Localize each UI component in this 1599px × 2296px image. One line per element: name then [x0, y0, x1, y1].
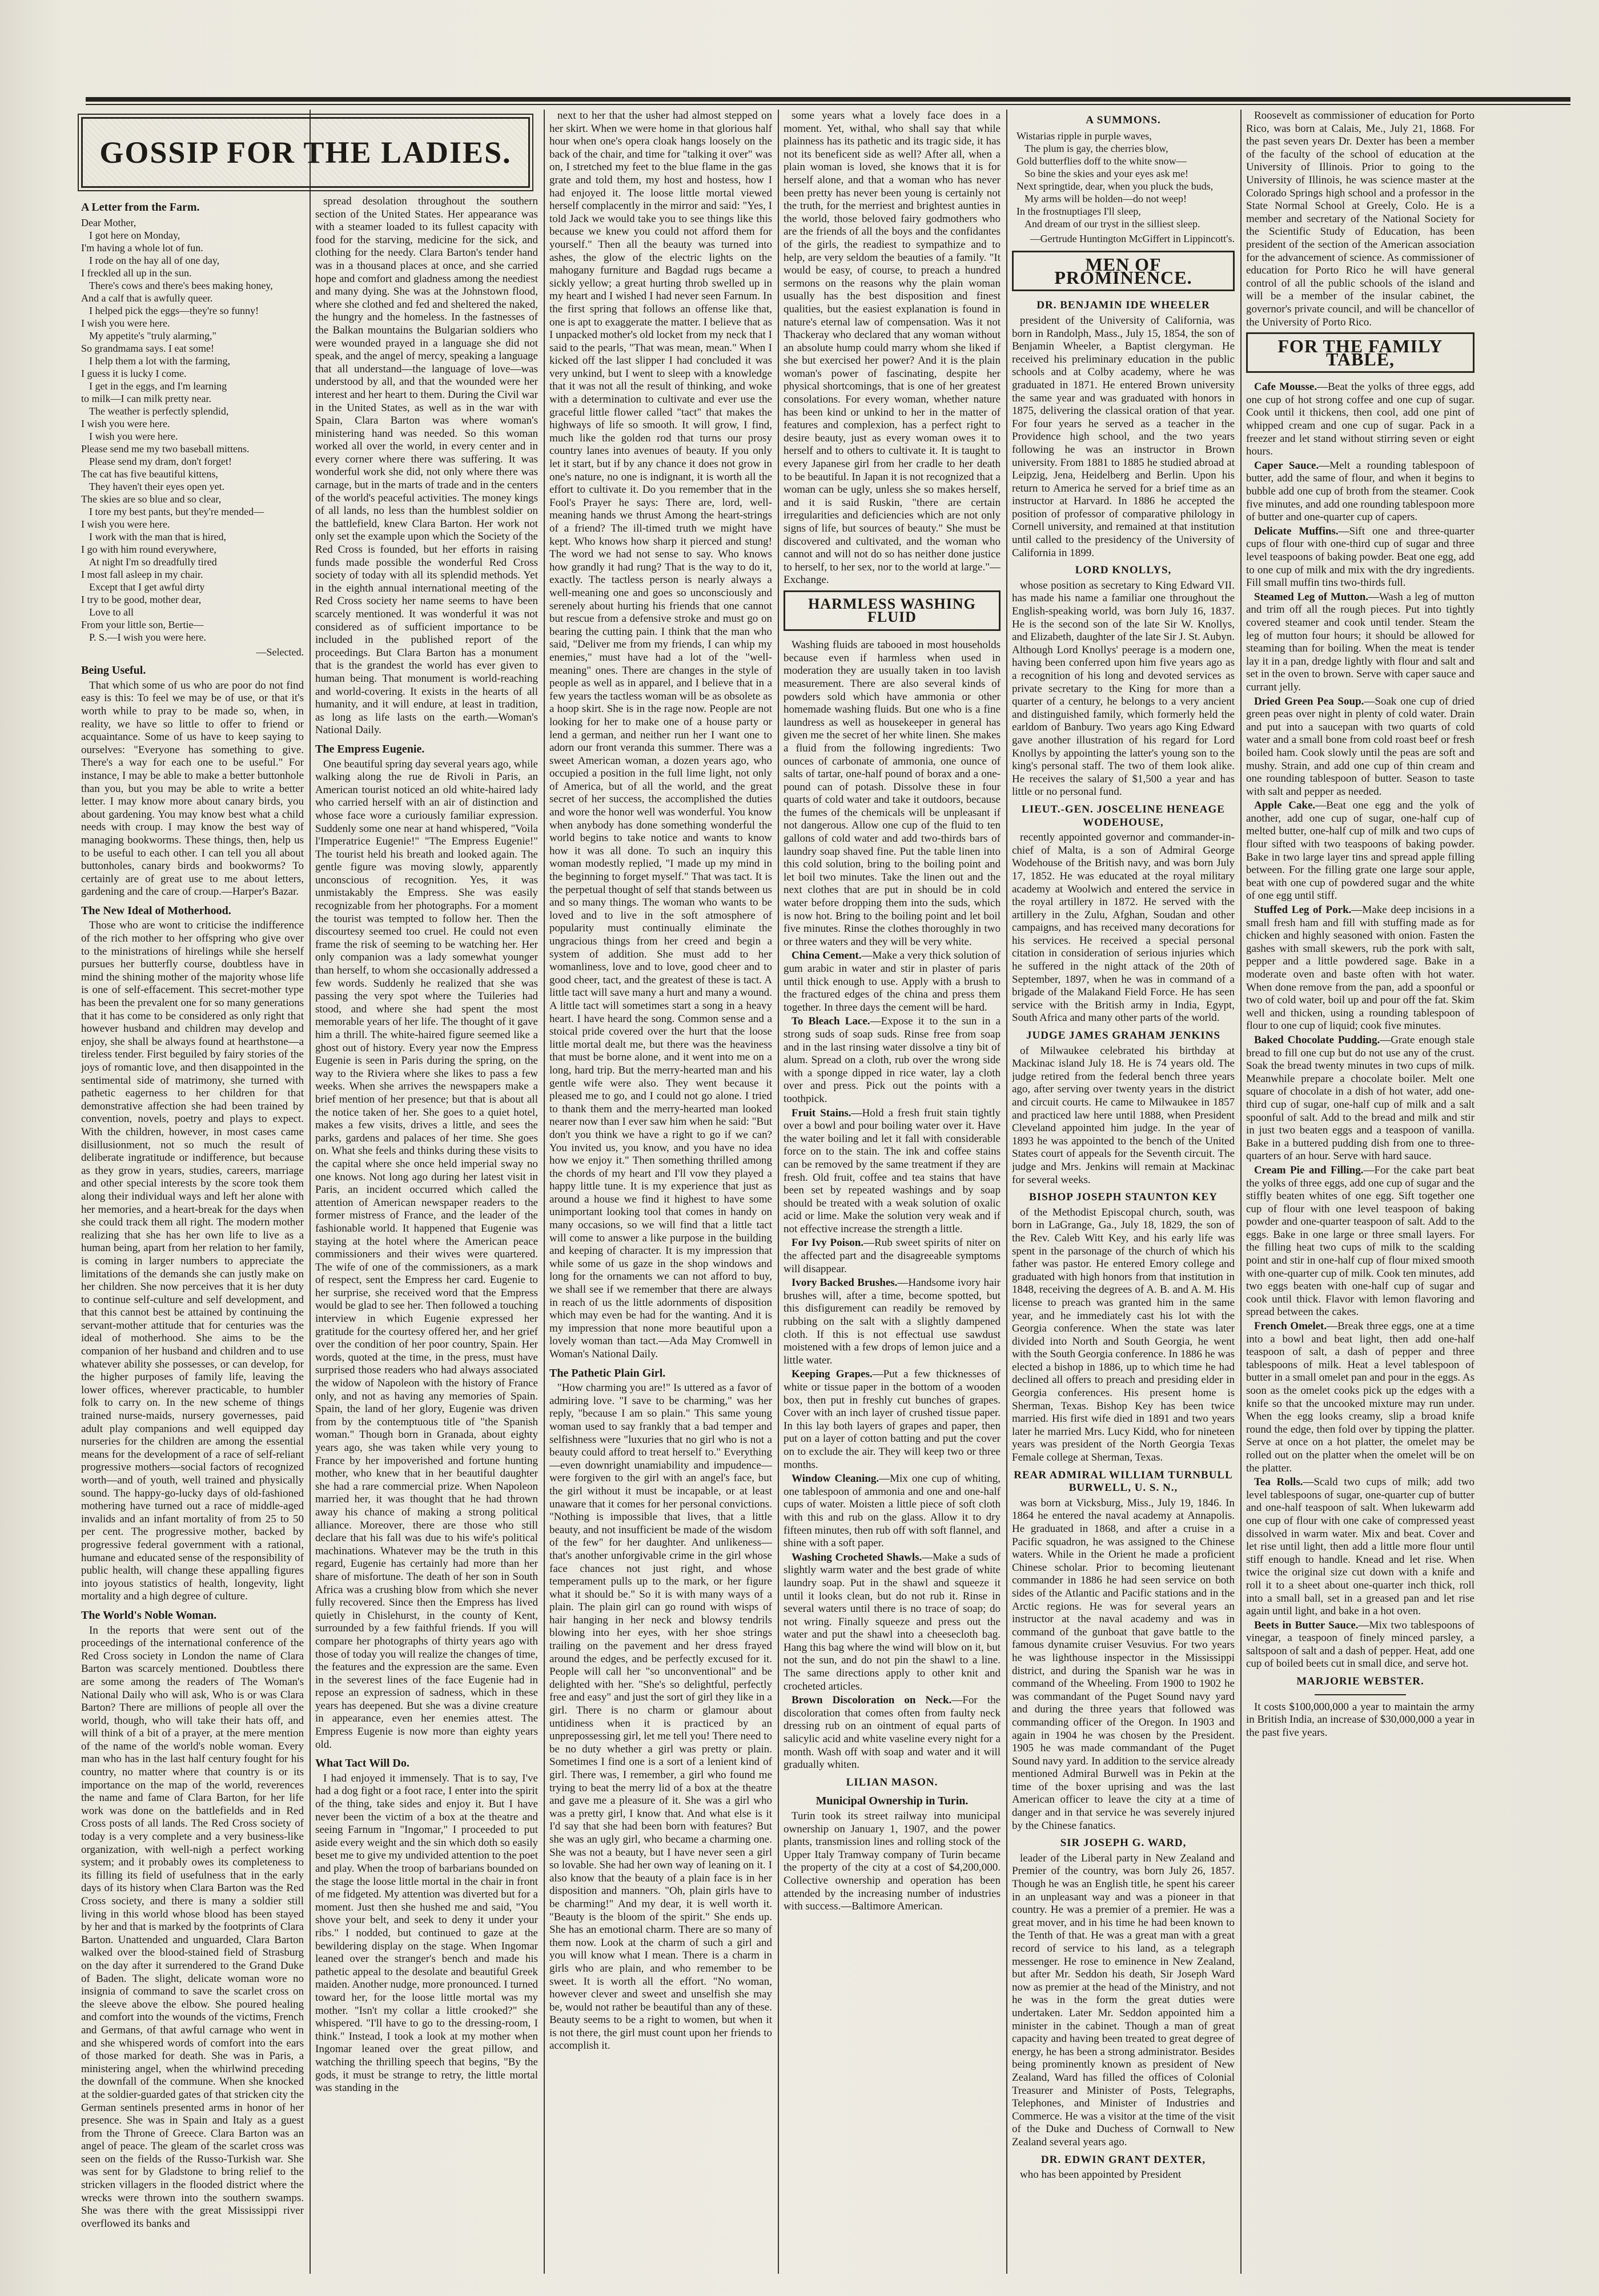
article-body: president of the University of California, was born in Randolph, Mass., July 15, 1854, the son of Benjamin Wheeler, a Baptist clergyman. He received his preliminary education in the public schools and at Colby academy, where he was graduated in 1871. He entered Brown university the same year and was graduated with honors in 1875, delivering the classical oration of that year. For four years he served as a teacher in the Providence high school, and the two years following he was an instructor in Brown university. From 1881 to 1885 he studied abroad at Leipzig, Jena, Heidelberg and Berlin. Upon his return to America he served for a brief time as an instructor at Harvard. In 1886 he accepted the position of professor of comparative philology in Cornell university, and remained at that institution until called to the presidency of the University of California in 1899. [1012, 314, 1235, 559]
poem-line: I most fall asleep in my chair. [81, 568, 203, 580]
item-title: Washing Crocheted Shawls. [792, 1551, 922, 1563]
item-title: Ivory Backed Brushes. [792, 1277, 898, 1289]
article-body: leader of the Liberal party in New Zealand and Premier of the country, was born July 26, 1857. Though he was an English title, he spent his career in an unpleasant way and was a pioneer in that country. He was a premier of a premier. He was a great mover, and in his time he had been known to the Tenth of that. He was a great man with a great record of service to his land, as a telegraph messenger. He rose to eminence in New Zealand, but after Mr. Seddon his death, Sir Joseph Ward now as premier at the head of the Ministry, and not he was in the form the great duties were undertaken. Later Mr. Seddon appointed him a minister in the cabinet. Though a man of great capacity and having been treated to great degree of energy, he has been a strong administrator. Besides being prominently known as president of New Zealand, Ward has filled the offices of Colonial Treasurer and Minister of Posts, Telegraphs, Telephones, and Minister of Industries and Commerce. He was a visitor at the time of the visit of the Duke and Duchess of Cornwall to New Zealand several years ago. [1012, 1852, 1235, 2148]
section-heading-box: FOR THE FAMILY TABLE, [1246, 332, 1475, 373]
poem-line: I help them a lot with the farming, [89, 355, 230, 367]
recipe-body: Sift one and three-quarter cups of flour with one-third cup of sugar and three level teaspoons of baking powder. Beat one egg, add to one cup of milk and mix with the dry ingredients. Fill small muffin tins two-thirds full. [1246, 525, 1475, 589]
item-title: Keeping Grapes. [792, 1368, 873, 1381]
article-body: some years what a lovely face does in a moment. Yet, withal, who shall say that while plainness has its pathetic and its tragic side, it has not its beneficent side as well? After all, when a plain woman is loved, she knows that it is for herself alone, and that a woman who has never been pretty has never been young is certainly not the truth, for the merriest and brightest aunties in the world, those beloved fairy godmothers who are the friends of all the boys and the confidantes of the girls, the readiest to sympathize and to help, are very seldom the beauties of a family. "It would be easy, of course, to preach a hundred sermons on the reasons why the plain woman usually has the best disposition and finest qualities, but the easiest explanation is found in nature's eternal law of compensation. Was it not Thackeray who declared that any woman without an absolute hump could marry whom she liked if she but exercised her power? And it is the plain woman's power of fascinating, despite her physical shortcomings, that is one of her greatest consolations. For every woman, whether nature has been kind or unkind to her in the matter of features and complexion, has a perfect right to desire beauty, just as every woman owes it to herself and to others to cultivate it. It is taught to every Japanese girl from her cradle to her death to be beautiful. In Japan it is not recognized that a woman can be ugly, unless she so makes herself, and it is said Ruskin, "there are certain irregularities and deficiencies which are not only signs of life, but sources of beauty." She must be discovered and cultivated, and the woman who cannot and will not do so has neither done justice to herself, to her sex, nor to the world at large."—Exchange. [784, 110, 1001, 586]
poem-line: And dream of our tryst in the silliest sleep. [1025, 218, 1200, 230]
article-body: To Bleach Lace.—Expose it to the sun in a strong suds of soap suds. Rinse free from soap and in the last rinsing water dissolve a tiny bit of alum. Spread on a cloth, rub over the wrong side with a sponge dipped in rice water, lay a cloth over and press. Pick out the points with a toothpick. [784, 1015, 1001, 1105]
column-4 [784, 110, 1001, 2274]
recipe-body: Beat the yolks of three eggs, add one cup of hot strong coffee and one cup of sugar. Cook until it thickens, then cool, add one pint of whipped cream and one cup of sugar. Pack in a freezer and let stand without stirring seven or eight hours. [1246, 381, 1475, 458]
person-name: LIEUT.-GEN. JOSCELINE HENEAGE WODEHOUSE, [1022, 803, 1225, 829]
recipe-title: Cafe Mousse. [1254, 381, 1317, 393]
column-6 [1246, 110, 1475, 2274]
author-signature: MARJORIE WEBSTER. [1296, 1675, 1424, 1688]
person-name: JUDGE JAMES GRAHAM JENKINS [1026, 1030, 1221, 1042]
poem-line: Gold butterflies doff to the white snow— [1017, 155, 1187, 167]
poem-line: Next springtide, dear, when you pluck the buds, [1017, 180, 1214, 192]
article-title: What Tact Will Do. [315, 1757, 409, 1770]
section-heading-box: HARMLESS WASHING FLUID [784, 590, 1001, 631]
poem-line: I wish you were here. [81, 518, 170, 530]
recipe-title: Stuffed Leg of Pork. [1254, 904, 1352, 916]
article-body: Window Cleaning.—Mix one cup of whiting, one tablespoon of ammonia and one and one-half cups of water. Moisten a little piece of soft cloth with this and rub on the glass. Allow it to dry fifteen minutes, then rub off with soft flannel, and shine with a soft paper. [784, 1473, 1001, 1550]
recipe-title: Delicate Muffins. [1254, 525, 1339, 537]
item-title: Fruit Stains. [792, 1107, 851, 1119]
column-3 [549, 110, 772, 2274]
article-title: The World's Noble Woman. [81, 1609, 217, 1622]
recipe-body: Mix two tablespoons of vinegar, a teaspoon of finely minced parsley, a saltspoon of salt and a dash of pepper. Heat, add one cup of boiled beets cut in small dice, and serve hot. [1246, 1619, 1475, 1670]
masthead-title: GOSSIP FOR THE LADIES. [99, 135, 512, 170]
poem-line: They haven't their eyes open yet. [89, 480, 225, 492]
poem-line: I wish you were here. [81, 417, 170, 429]
article-title: The New Ideal of Motherhood. [81, 904, 231, 917]
poem-title: A SUMMONS. [1086, 114, 1161, 126]
recipe-body: Soak one cup of dried green peas over night in plenty of cold water. Drain and put into a saucepan with two quarts of cold water and a small bone from cold roast beef or fresh boiled ham. Cook slowly until the peas are soft and mushy. Strain, and add one cup of thin cream and one rounding tablespoon of butter. Season to taste with salt and pepper as needed. [1246, 695, 1475, 798]
recipe-title: Apple Cake. [1254, 799, 1316, 812]
poem-line: P. S.—I wish you were here. [89, 631, 206, 643]
poem-line: And a calf that is awfully queer. [81, 292, 213, 304]
article-body: One beautiful spring day several years ago, while walking along the rue de Rivoli in Paris, an American tourist noticed an old white-haired lady who carried herself with an air of distinction and whose face wore a curiously familiar expression. Suddenly some one near at hand whispered, "Voila l'Imperatrice Eugenie!" "The Empress Eugenie!" The tourist held his breath and looked again. The gentle figure was moving slowly, apparently unconscious of recognition. Yes, it was unmistakably the Empress. She was easily recognizable from her photographs. For a moment the tourist was tempted to follow her. Then the discourtesy seemed too cruel. He could not even frame the risk of seeming to be watching her. Her only companion was a lady somewhat younger than herself, to whom she occasionally addressed a few words. Suddenly he realized that she was passing the very spot where the Tuileries had stood, and where she had spent the most memorable years of her life. The thought of it gave him a thrill. The white-haired figure seemed like a ghost out of history. Every year now the Empress Eugenie is seen in Paris during the spring, on the way to the Riviera where she likes to pass a few weeks. When she arrives the newspapers make a brief mention of her presence; but that is about all the notice taken of her. She goes to a quiet hotel, makes a few visits, drives a little, and sees the parks, gardens and palaces of her time. She goes on. What she feels and thinks during these visits to the capital where she once held imperial sway no one knows. Not long ago during her latest visit in Paris, an incident occurred which called the attention of American newspaper readers to the former mistress of France, and the leader of the fashionable world. It happened that Eugenie was staying at the hotel where the American peace commissioners and their wives were quartered. The wife of one of the commissioners, as a mark of respect, sent the Empress her card. Eugenie to her surprise, she received word that the Empress would be glad to see her. Then followed a touching interview in which Eugenie expressed her gratitude for the courtesy offered her, and her grief over the condition of her poor country, Spain. Her words, quoted at the time, in the press, must have surprised those readers who had always associated the widow of Napoleon with the history of France only, and not as having any memories of Spain. Spain, the land of her glory, Eugenie was driven from by the contemptuous title of "the Spanish woman." Though born in Granada, about eighty years ago, she was taken while very young to France by her impoverished and fortune hunting mother, who knew that in her beautiful daughter she had a rare commercial prize. When Napoleon married her, it was thought that he had thrown away his chance of making a strong political alliance. Moreover, there are those who still declare that his fall was due to his wife's political machinations. Whatever may be the truth in this regard, Eugenie has certainly had more than her share of misfortune. The death of her son in South Africa was a crushing blow from which she never fully recovered. Since then the Empress has lived quietly in Chislehurst, in the county of Kent, surrounded by a few faithful friends. If you will compare her photographs of thirty years ago with those of today you will realize the changes of time, the features and the expression are the same. Even in the severest lines of the face Eugenie had in repose an expression of sadness, which in these years has deepened. But she was a divine creature in appearance, even her enemies attest. The Empress Eugenie is now more than eighty years old. [315, 758, 538, 1751]
item-body: Rub sweet spirits of niter on the affected part and the disagreeable symptoms will disappear. [784, 1237, 1001, 1275]
poem-line: I guess it is lucky I come. [81, 367, 187, 379]
recipe-body: Melt a rounding tablespoon of butter, add the same of flour, and when it begins to bubble add one cup of broth from the steamer. Cook five minutes, and add one rounding tablespoon more of butter and one-quarter cup of capers. [1246, 459, 1475, 524]
person-name: DR. BENJAMIN IDE WHEELER [1036, 299, 1210, 312]
item-body: Hold a fresh fruit stain tightly over a bowl and pour boiling water over it. Have the water boiling and let it fall with considerable force on to the stain. The ink and coffee stains can be removed by the same treatment if they are fresh. Old fruit, coffee and tea stains that have been set by repeated washings and by soap should be treated with a weak solution of oxalic acid or lime. Make the solution very weak and if not effective increase the strength a little. [784, 1107, 1001, 1235]
poem-signature: —Selected. [256, 646, 304, 658]
item-body: Put a few thicknesses of white or tissue paper in the bottom of a wooden box, then put in freshly cut bunches of grapes. Cover with an inch layer of crushed tissue paper. In this lay both layers of grapes and paper, then put on a layer of cotton batting and put the cover on to exclude the air. They will keep two or three months. [784, 1368, 1001, 1471]
recipe-body: Beat one egg and the yolk of another, add one cup of sugar, one-half cup of melted butter, one-half cup of milk and two cups of flour sifted with two teaspoons of baking powder. Bake in two large layer tins and spread apple filling between. For the filling grate one large sour apple, beat with one cup of powdered sugar and the white of one egg until stiff. [1246, 799, 1475, 902]
column-divider [1006, 110, 1007, 2274]
poem-line: There's cows and there's bees making honey, [89, 279, 273, 291]
poem-line: I get in the eggs, and I'm learning [89, 380, 227, 392]
article-body: spread desolation throughout the southern section of the United States. Her appearance was with a steamer loaded to its fullest capacity with food for the starving, medicine for the sick, and clothing for the needy. Clara Barton's tender hand was in a thousand places at once, and she carried hope and comfort and gladness among the neediest and many dying. She was at the Johnstown flood, where she clothed and fed and sheltered the naked, the hungry and the homeless. In the fastnesses of the Balkan mountains the Bulgarian soldiers who were wounded prayed in a language she did not speak, and the angel of mercy, speaking a language that all understand—the language of love—was understood by all, and that the wounded were her interest and her heart to them. During the Civil war in the United States, as well as in the war with Spain, Clara Barton was where woman's ministering hand was needed. So this woman worked all over the world, in every center and in every corner where there was suffering. It was wonderful work she did, not only where there was carnage, but in the marts of trade and in the centers of the world's peaceful activities. The money kings of all lands, no less than the humblest soldier on the battlefield, knew Clara Barton. Her work not only set the example upon which the Society of the Red Cross is founded, but her efforts in raising funds made possible the wonderful Red Cross society of today with all its splendid methods. Yet in the eighth annual international meeting of the Red Cross society her name seems to have been scarcely mentioned. It was wonderful it was not considered as of sufficient importance to be included in the published report of the proceedings. But Clara Barton has a monument that is the grandest the world has ever given to human being. That monument is world-reaching and world-covering. It exists in the hearts of all humanity, and it will endure, at least in tradition, as long as life lasts on the earth.—Woman's National Daily. [315, 195, 538, 737]
poem-line: I go with him round everywhere, [81, 543, 216, 555]
article-body: That which some of us who are poor do not find easy is this: To feel we may be of use, or that it's worth while to pray to be made so, when, in reality, we have so little to offer to friend or acquaintance. Some of us have to keep saying to ourselves: "Everyone has something to give. There's a way for each one to be useful." For instance, I may be able to make a better buttonhole than you, but you may be able to write a better letter. I may know more about canary birds, you about gardening. You may know best what a child needs with croup. I may know the best way of managing bookworms. These things, then, help us to be useful to each other. I can tell you all about buttonholes, canary birds and bookworms? To certainly are of great use to me about letters, gardening and the care of croup.—Harper's Bazar. [81, 679, 304, 898]
article-title: Being Useful. [81, 664, 146, 677]
item-title: Window Cleaning. [792, 1473, 879, 1485]
article-body: Fruit Stains.—Hold a fresh fruit stain tightly over a bowl and pour boiling water over it. Have the water boiling and let it fall with considerable force on to the stain. The ink and coffee stains can be removed by the same treatment if they are fresh. Old fruit, coffee and tea stains that have been set by repeated washings and by soap should be treated with a weak solution of oxalic acid or lime. Make the solution very weak and if not effective increase the strength a little. [784, 1107, 1001, 1235]
recipe-title: Baked Chocolate Pudding. [1254, 1034, 1380, 1046]
poem-line: My appetite's "truly alarming," [89, 329, 216, 341]
item-body: Expose it to the sun in a strong suds of soap suds. Rinse free from soap and in the last rinsing water dissolve a tiny bit of alum. Spread on a cloth, rub over the wrong side with a sponge dipped in rice water, lay a cloth over and press. Pick out the points with a toothpick. [784, 1015, 1001, 1105]
recipe: Tea Rolls.—Scald two cups of milk; add two level tablespoons of sugar, one-quarter cup of butter and one-half teaspoon of salt. When lukewarm add one cup of flour with one cake of compressed yeast dissolved in warm water. Mix and beat. Cover and let rise until light, then add a little more flour until stiff enough to handle. Knead and let rise. When twice the original size cut down with a knife and roll it to a sheet about one-quarter inch thick, roll into a small ball, set in a greased pan and let rise again until light, and bake in a hot oven. [1246, 1476, 1475, 1618]
poem-line: So bine the skies and your eyes ask me! [1025, 167, 1188, 179]
poem-line: I wish you were here. [89, 430, 178, 442]
poem-line: The weather is perfectly splendid, [89, 405, 229, 417]
poem-line: I rode on the hay all of one day, [89, 254, 220, 266]
recipe: Cream Pie and Filling.—For the cake part beat the yolks of three eggs, add one cup of sugar and the stiffly beaten whites of one egg. Sift together one cup of flour with one level teaspoon of baking powder and one-quarter teaspoon of salt. Add to the eggs. Bake in one large or three small layers. For the filling heat two cups of milk to the scalding point and stir in one-half cup of flour mixed smooth with one-quarter cup of milk. Cook ten minutes, add two eggs beaten with one-half cup of sugar and cook until thick. Flavor with lemon flavoring and spread between the cakes. [1246, 1164, 1475, 1318]
poem-line: Wistarias ripple in purple waves, [1017, 130, 1152, 142]
item-title: China Cement. [792, 950, 862, 962]
column-5 [1012, 110, 1235, 2274]
article-body: For Ivy Poison.—Rub sweet spirits of niter on the affected part and the disagreeable symptoms will disappear. [784, 1237, 1001, 1275]
item-body: Handsome ivory hair brushes will, after a time, become spotted, but this disfigurement can readily be removed by rubbing on the salt with a slightly dampened cloth. If this is not effectual use sawdust moistened with a few drops of lemon juice and a little water. [784, 1277, 1001, 1366]
item-body: Mix one cup of whiting, one tablespoon of ammonia and one and one-half cups of water. Moisten a little piece of soft cloth with this and rub on the glass. Allow it to dry fifteen minutes, then rub off with soft flannel, and shine with a soft paper. [784, 1473, 1001, 1550]
recipe: Delicate Muffins.—Sift one and three-quarter cups of flour with one-third cup of sugar and three level teaspoons of baking powder. Beat one egg, add to one cup of milk and mix with the dry ingredients. Fill small muffin tins two-thirds full. [1246, 525, 1475, 589]
poem-line: I freckled all up in the sun. [81, 267, 192, 279]
poem-line: I wish you were here. [81, 317, 170, 329]
article-body: who has been appointed by President [1020, 2169, 1182, 2181]
article-body: Ivory Backed Brushes.—Handsome ivory hair brushes will, after a time, become spotted, but this disfigurement can readily be removed by rubbing on the salt with a slightly dampened cloth. If this is not effectual use sawdust moistened with a few drops of lemon juice and a little water. [784, 1277, 1001, 1366]
article-body: Those who are wont to criticise the indifference of the rich mother to her offspring who give over to the ministrations of hirelings while she herself pursues her butterfly course, doubtless have in mind the shining mother of the majority whose life is one of self-effacement. This secret-mother type has been the prevalent one for so many generations that it has come to be considered as only right that however husband and children may develop and enjoy, she shall be always found at hearthstone—a tireless tender. First beguiled by fairy stories of the joys of romantic love, and then disappointed in the sentimental side of matrimony, she turned with pathetic eagerness to her children for that demonstrative affection she had been trained by convention, novels, poetry and plays to expect. With the children, however, in most cases came disillusionment, not so much the result of deliberate ingratitude or indifference, but because as they grow in years, studies, careers, marriage and other special interests by the score took them along their individual ways and left her alone with her memories, and a heart-break for the days when she could track them all right. The modern mother realizing that she has her own life to live as a human being, apart from her relation to her family, is coming in larger numbers to appreciate the limitations of the demands she can justly make on her children. She now perceives that it is her duty to continue self-culture and self development, and that this cannot best be attained by continuing the servant-mother attitude that for centuries was the ideal of motherhood. She aims to be the companion of her husband and children and to use whatever ability she possesses, or can develop, for the higher purposes of family life, leaving the lower offices, wherever practicable, to humbler folk to carry on. In the new scheme of things trained nurse-maids, nursery governesses, paid adult play companions and well equipped day nurseries for the children are among the essential means for the development of a race of self-reliant progressive mothers—social factors of recognized worth—and of youth, well trained and physically sound. The happy-go-lucky days of old-fashioned mothering have turned out a race of middle-aged invalids and an infant mortality of from 25 to 50 per cent. The progressive mother, backed by progressive federal government with a rational, humane and educated sense of the responsibility of public health, will change these appalling figures into joyous statistics of health, longevity, light mortality and a high degree of culture. [81, 919, 304, 1603]
article-body: was born at Vicksburg, Miss., July 19, 1846. In 1864 he entered the naval academy at Annapolis. He graduated in 1868, and after a cruise in a Pacific squadron, he was assigned to the Chinese waters. While in the Orient he made a proficient Chinese scholar. Prior to becoming lieutenant commander in 1886 he had seen service on both sides of the Atlantic and Pacific stations and in the Arctic regions. He was for several years an instructor at the naval academy and was in command of the gunboat that gave battle to the famous dynamite cruiser Vesuvius. For two years he was lighthouse inspector in the Mississippi district, and during the Spanish war he was in command of the Wheeling. From 1900 to 1902 he was commandant of the Puget Sound navy yard and during the three years that followed was commanding officer of the Oregon. In 1903 and again in 1904 he was chosen by the President. 1905 he was made commandant of the Puget Sound navy yard. In addition to the service already mentioned Admiral Burwell was in Pekin at the time of the boxer uprising and was the last American officer to leave the city at a time of danger and in that service he was severely injured by the Chinese fanatics. [1012, 1497, 1235, 1832]
recipe: French Omelet.—Break three eggs, one at a time into a bowl and beat light, then add one-half teaspoon of salt, a dash of pepper and three tablespoons of milk. Heat a level tablespoon of butter in a small omelet pan and pour in the eggs. As soon as the omelet cooks pick up the edges with a knife so that the uncooked mixture may run under. When the egg looks creamy, slip a broad knife round the edge, then fold over by tipping the platter. Serve at once on a hot platter, the omelet may be rolled out on the platter when the omelet will be on the platter. [1246, 1320, 1475, 1474]
article-title: The Pathetic Plain Girl. [549, 1366, 666, 1380]
poem-line: I got here on Monday, [89, 229, 180, 241]
poem-line: I helped pick the eggs—they're so funny! [89, 304, 259, 316]
poem-signature: —Gertrude Huntington McGiffert in Lippincott's. [1030, 232, 1235, 244]
poem-line: I work with the man that is hired, [89, 530, 226, 542]
poem-line: Dear Mother, [81, 216, 136, 228]
recipe-body: Make deep incisions in a small fresh ham and fill with stuffing made as for chicken and highly seasoned with onion. Fasten the gashes with small skewers, rub the pork with salt, pepper and a little powdered sage. Bake in a moderate oven and baste often with hot water. When done remove from the pan, add a spoonful or two of cold water, boil up and pour off the fat. Skim well and thicken, using a rounding tablespoon of flour to one cup of liquid; cook five minutes. [1246, 904, 1475, 1032]
poem-line: I tore my best pants, but they're mended— [89, 505, 264, 517]
article-body: "How charming you are!" Is uttered as a favor of admiring love. "I save to be charming," was her reply, "because I am so plain." This same young woman used to say frankly that a bad temper and selfishness were "luxuries that no girl who is not a beauty could afford to treat herself to." Everything—even downright unamiability and impudence—were forgiven to the girl with an angel's face, but the girl without it must be incapable, or at least unaware that it comes for her personal convictions. "Nothing is impossible that lives, that a little beauty, and not insufficient be made of the wisdom of the few" for her daughter. And unlikeness—that's another unforgivable crime in the girl whose face chances not just right, and whose temperament pulls up to the mark, or her figure what it should be." So it is with many ways of a plain. The plain girl can go round with wisps of hair hanging in her neck and blowsy tendrils blowing into her eyes, with her shoe strings trailing on the pavement and her dress frayed around the edges, and be perfectly excused for it. People will call her "so unconventional" and be delighted with her. "She's so delightful, perfectly free and easy" and just the sort of girl they like in a girl. There is no charm or glamour about untidiness when it is practiced by an unprepossessing girl, let me tell you! There need to be no duty whether a girl was pretty or plain. Sometimes I find one is a sort of a lenient kind of girl. There was, I remember, a girl who found me trying to beat the merry lid of a box at the theatre and gave me a pleasure of it. She was a girl who was a pretty girl, I know that. And what else is it I'd say that she had been born with features? But she was an ugly girl, who became a charming one. She was not a beauty, but I have never seen a girl so lovable. She had her own way of leaning on it. I also know that the beauty of a plain face is in her disposition and manners. "Oh, plain girls have to be charming!" And my dear, it is well worth it. "Beauty is the bloom of the spirit." She ends up. She has an emotional charm. There are so many of them now. Look at the charm of such a girl and you will know what I mean. There is a charm in girls who are plain, and who remember to be sweet. It is worth all the effort. "No woman, however clever and sweet and unselfish she may be, would not rather be beautiful than any of these. Beauty seems to be a right to women, but when it is not there, the girl must count upon her friends to accomplish it. [549, 1382, 772, 2052]
article-title: The Empress Eugenie. [315, 742, 425, 755]
recipe-title: Cream Pie and Filling. [1254, 1164, 1364, 1176]
recipe: Stuffed Leg of Pork.—Make deep incisions in a small fresh ham and fill with stuffing made as for chicken and highly seasoned with onion. Fasten the gashes with small skewers, rub the pork with salt, pepper and a little powdered sage. Bake in a moderate oven and baste often with hot water. When done remove from the pan, add a spoonful or two of cold water, boil up and pour off the fat. Skim well and thicken, using a rounding tablespoon of flour to one cup of liquid; cook five minutes. [1246, 904, 1475, 1032]
column-divider [310, 110, 311, 2274]
article-body: I had enjoyed it immensely. That is to say, I've had a dog fight or a foot race, I enter into the spirit of the thing, take sides and enjoy it. But I have never been the victim of a box at the theatre and seeing Farnum in "Ingomar," I proceeded to put aside every weight and the sin which doth so easily beset me to give my undivided attention to the poet and play. When the troop of barbarians bounded on the stage the loose little mortal in the chair in front of me fidgeted. My attention was diverted but for a moment. Just then she hushed me and said, "You shove your belt, and seek to deny it under your ribs." I nodded, but continued to gaze at the bewildering display on the stage. When Ingomar leaned over the stranger's bench and made his pathetic appeal to the desolate and beautiful Greek maiden. Another nudge, more pronounced. I turned toward her, for the loose little mortal was my mother. "Isn't my collar a little crooked?" she whispered. "I'll have to go to the dressing-room, I think." Instead, I took a look at my mother when Ingomar leaned over the great pillow, and watching the thrilling speech that begins, "By the gods, it must be strange to retry, the little mortal was standing in the [315, 1772, 538, 2094]
poem-line: My arms will be holden—do not weep! [1025, 192, 1187, 204]
filler-note: It costs $100,000,000 a year to maintain the army in British India, an increase of $30,000,000 a year in the past five years. [1246, 1700, 1475, 1739]
recipe-title: Caper Sauce. [1254, 459, 1319, 472]
poem-line: I'm having a whole lot of fun. [81, 242, 203, 254]
poem-line: Please send my dram, don't forget! [89, 455, 232, 467]
article-body: of the Methodist Episcopal church, south, was born in LaGrange, Ga., July 18, 1829, the son of the Rev. Caleb Witt Key, and his early life was spent in the parsonage of the church of which his father was pastor. He entered Emory college and graduated with high honors from that institution in 1848, receiving the degrees of A. B. and A. M. His license to preach was granted him in the same year, and he immediately cast his lot with the Georgia conference. When the state was later divided into North and South Georgia, he went with the South Georgia conference. In 1886 he was elected a bishop in 1886, up to which time he had declined all offers to preach and presiding elder in Georgia conferences. His present home is Sherman, Texas. Bishop Key has been twice married. His first wife died in 1891 and two years later he married Mrs. Lucy Kidd, who for nineteen years was president of the North Georgia Texas Female college at Sherman, Texas. [1012, 1206, 1235, 1464]
recipe-body: For the cake part beat the yolks of three eggs, add one cup of sugar and the stiffly beaten whites of one egg. Sift together one cup of flour with one level teaspoon of baking powder and one-quarter teaspoon of salt. Add to the eggs. Bake in one large or three small layers. For the filling heat two cups of milk to the scalding point and stir in one-half cup of flour mixed smooth with one-quarter cup of milk. Cook ten minutes, add two eggs beaten with one-half cup of sugar and cook until thick. Flavor with lemon flavoring and spread between the cakes. [1246, 1164, 1475, 1318]
article-body: Keeping Grapes.—Put a few thicknesses of white or tissue paper in the bottom of a wooden box, then put in freshly cut bunches of grapes. Cover with an inch layer of crushed tissue paper. In this lay both layers of grapes and paper, then put on a layer of cotton batting and put the cover on to exclude the air. They will keep two or three months. [784, 1368, 1001, 1471]
poem-line: In the frostnuptiages I'll sleep, [1017, 205, 1141, 217]
article-body: In the reports that were sent out of the proceedings of the international conference of the Red Cross society in London the name of Clara Barton was scarcely mentioned. Doubtless there are some among the readers of The Woman's National Daily who will ask, Who is or was Clara Barton? There are millions of people all over the world, though, who will take their hats off, and will think of a bit of a prayer, at the mere mention of the name of the world's noble woman. Every man who has in the last half century fought for his country, no matter where that country is or its importance on the map of the world, reverences the name and fame of Clara Barton, for her life work was done on the battlefields and in Red Cross posts of all lands. The Red Cross society of today is a very complete and a very business-like organization, with well-nigh a perfect working system; and it probably owes its completeness to its filling its field of usefulness that in the early days of its history when Clara Barton was the Red Cross society, and there is many a soldier still living in this world whose blood has been stayed by her and that is marked by the footprints of Clara Barton. Unattended and unguarded, Clara Barton walked over the blood-stained field of Strasburg on the day after it surrendered to the Grand Duke of Baden. The slight, delicate woman wore no insignia of command to save the scarlet cross on the sleeve above the elbow. She poured healing and comfort into the wounds of the victims, French and Germans, of that awful carnage who went in and she whispered words of comfort into the ears of those marked for death. She was in Paris, a ministering angel, when the whirlwind preceding the downfall of the commune. When she knocked at the soldier-guarded gates of that stricken city the German sentinels presented arms in honor of her presence. She was in Spain and Italy as a guest from the Throne of Greece. Clara Barton was an angel of peace. The gleam of the scarlet cross was seen on the fields of the Russo-Turkish war. She was sent for by Gladstone to bring relief to the stricken villagers in the flooded district where the wrecks were thrown into the southern swamps. She was there with the great Mississippi river overflowed its banks and [81, 1624, 304, 2230]
recipe: Apple Cake.—Beat one egg and the yolk of another, add one cup of sugar, one-half cup of melted butter, one-half cup of milk and two cups of flour sifted with two teaspoons of baking powder. Bake in two large layer tins and spread apple filling between. For the filling grate one large sour apple, beat with one cup of powdered sugar and the white of one egg until stiff. [1246, 799, 1475, 902]
recipe-title: Steamed Leg of Mutton. [1254, 590, 1369, 603]
recipe-body: Scald two cups of milk; add two level tablespoons of sugar, one-quarter cup of butter and one-half teaspoon of salt. When lukewarm add one cup of flour with one cake of compressed yeast dissolved in warm water. Mix and beat. Cover and let rise until light, then add a little more flour until stiff enough to handle. Knead and let rise. When twice the original size cut down with a knife and roll it to a sheet about one-quarter inch thick, roll into a small ball, set in a greased pan and let rise again until light, and bake in a hot oven. [1246, 1476, 1475, 1618]
poem-line: I try to be good, mother dear, [81, 593, 202, 605]
column-1 [81, 110, 304, 2274]
poem-line: The skies are so blue and so clear, [81, 493, 222, 505]
column-divider [544, 110, 545, 2274]
item-title: For Ivy Poison. [792, 1237, 864, 1249]
recipe-body: Break three eggs, one at a time into a bowl and beat light, then add one-half teaspoon of salt, a dash of pepper and three tablespoons of milk. Heat a level tablespoon of butter in a small omelet pan and pour in the eggs. As soon as the omelet cooks pick up the edges with a knife so that the uncooked mixture may run under. When the egg looks creamy, slip a broad knife round the edge, then fold over by tipping the platter. Serve at once on a hot platter, the omelet may be rolled out on the platter when the omelet will be on the platter. [1246, 1320, 1475, 1474]
column-divider [1240, 110, 1242, 2274]
item-title: To Bleach Lace. [792, 1015, 870, 1028]
item-body: Make a very thick solution of gum arabic in water and stir in plaster of paris until thick enough to use. Apply with a brush to the fractured edges of the china and press them together. In three days the cement will be hard. [784, 950, 1001, 1014]
recipe-title: Dried Green Pea Soup. [1254, 695, 1364, 707]
person-name: BISHOP JOSEPH STAUNTON KEY [1029, 1191, 1218, 1204]
article-body: Turin took its street railway into municipal ownership on January 1, 1907, and the power plants, transmission lines and rolling stock of the Upper Italy Tramway company of Turin became the property of the city at a cost of $4,200,000. Collective ownership and operation has been attended by the increasing number of industries with success.—Baltimore American. [784, 1810, 1001, 1913]
poem-line: At night I'm so dreadfully tired [89, 556, 217, 568]
recipe: Dried Green Pea Soup.—Soak one cup of dried green peas over night in plenty of cold water. Drain and put into a saucepan with two quarts of cold water and a small bone from cold roast beef or fresh boiled ham. Cook slowly until the peas are soft and mushy. Strain, and add one cup of thin cream and one rounding tablespoon of butter. Season to taste with salt and pepper as needed. [1246, 695, 1475, 798]
item-body: Make a suds of slightly warm water and the best grade of white laundry soap. Put in the shawl and squeeze it until it looks clean, but do not rub it. Rinse in several waters until there is no trace of soap; do not wring. Finally squeeze and press out the water and put the shawl into a cheesecloth bag. Hang this bag where the wind will blow on it, but not the sun, and do not pin the shawl to a line. The same directions apply to other knit and crocheted articles. [784, 1551, 1001, 1692]
recipe-title: French Omelet. [1254, 1320, 1327, 1333]
poem-line: Please send me my two baseball mittens. [81, 443, 250, 455]
article-body: China Cement.—Make a very thick solution of gum arabic in water and stir in plaster of paris until thick enough to use. Apply with a brush to the fractured edges of the china and press them together. In three days the cement will be hard. [784, 950, 1001, 1014]
person-name: SIR JOSEPH G. WARD, [1060, 1837, 1187, 1849]
separator [1315, 1694, 1406, 1695]
recipe: Steamed Leg of Mutton.—Wash a leg of mutton and trim off all the rough pieces. Put into tightly covered steamer and cook until tender. Steam the leg of mutton four hours; it should be allowed for steaming than for boiling. When the meat is tender lay it in a pan, dredge lightly with flour and salt and set in the oven to brown. Serve with caper sauce and currant jelly. [1246, 590, 1475, 693]
column-2 [315, 110, 538, 2274]
recipe: Cafe Mousse.—Beat the yolks of three eggs, add one cup of hot strong coffee and one cup of sugar. Cook until it thickens, then cool, add one pint of whipped cream and one cup of sugar. Pack in a freezer and let stand without stirring seven or eight hours. [1246, 381, 1475, 458]
recipe-title: Beets in Butter Sauce. [1254, 1619, 1359, 1631]
section-heading-box: MEN OF PROMINENCE. [1012, 251, 1235, 291]
poem-line: The plum is gay, the cherries blow, [1025, 142, 1168, 154]
article-body: recently appointed governor and commander-in-chief of Malta, is a son of Admiral George Wodehouse of the British navy, and was born July 17, 1852. He was educated at the royal military academy at Woolwich and entered the service in the royal artillery in 1872. He served with the artillery in the Zulu, Afghan, Soudan and other campaigns, and has received many decorations for his services. He received a special personal citation in consideration of serious injuries which he suffered in the night attack of the 20th of September, 1897, when he was in command of a brigade of the Malakand Field Force. He has seen service with the British army in India, Egypt, South Africa and many other parts of the world. [1012, 831, 1235, 1024]
author-signature: LILIAN MASON. [846, 1776, 938, 1788]
article-body: Washing Crocheted Shawls.—Make a suds of slightly warm water and the best grade of white laundry soap. Put in the shawl and squeeze it until it looks clean, but do not rub it. Rinse in several waters until there is no trace of soap; do not wring. Finally squeeze and press out the water and put the shawl into a cheesecloth bag. Hang this bag where the wind will blow on it, but not the sun, and do not pin the shawl to a line. The same directions apply to other knit and crocheted articles. [784, 1551, 1001, 1692]
article-body: next to her that the usher had almost stepped on her skirt. When we were home in that glorious half hour when one's opera cloak hangs loosely on the back of the chair, and time for "talking it over" was on, I stretched my feet to the blue flame in the gas grate and told them, my host and hostess, how I had enjoyed it. The loose little mortal viewed herself complacently in the mirror and said: "Yes, I told Jack we would take you to see things like this because we knew you could not afford them for yourself." Then all the beauty was turned into ashes, the glow of the electric lights on the mahogany furniture and Bagdad rugs became a sickly yellow; a great hurting throb swelled up in my heart and I wished I had never seen Farnum. In the first spring that follows an offense like that, one is apt to exaggerate the matter. I believe that as I unpacked mother's old locket from my neck that I said to the pearls, "That was mean, mean." When I kicked off the last slipper I had concluded it was very unkind, but I went to sleep with a knowledge that it was not all the result of thinking, and woke with a determination to cultivate and ever use the graceful little flower called "tact" that makes the highways of life so smooth. It will grow, I find, much like the golden rod that turns our prosy country lanes into avenues of beauty. If you only let it start, but if by any chance it does not grow in one's nature, no one is indignant, it is worth all the effort to cultivate it. Do you remember that in the Fool's Prayer he says: There are, lord, well-meaning hands we thrust Among the heart-strings of a friend? The ill-timed truth we might have kept. Who knows how sharp it pierced and stung! The word we had not sense to say. Who knows how grandly it had rung? That is the way to do it, exactly. The tactless person is nearly always a well-meaning one and goes so unconsciously and serenely about hurting his friends that one cannot but rescue from a defensive stroke and must go on bearing the cutting pain. I think that the man who said, "Deliver me from my friends, I can whip my enemies," must have had a lot of the "well-meaning" ones. There are changes in the style of people as well as in apparel, and I believe that in a few years the tactless woman will be as obsolete as a hoop skirt. She is in the rage now. People are not looking for her to make one of a house party or lend a german, and neither run her I want one to adorn our front veranda this summer. There was a sweet American woman, a dozen years ago, who occupied a position in the full lime light, not only of America, but of all the world, and the great secret of her success, the accomplished the duties and wore the honor well was wonderful. You know when anybody has done something wonderful the world begins to take notice and wants to know how it was all done. To such an inquiry this woman modestly replied, "I made up my mind in the beginning to forget myself." That was tact. It is the perpetual thought of self that stands between us and so many things. The woman who wants to be loved and to live in the soft atmosphere of popularity must continually eliminate the ungracious things from her creed and begin a system of addition. She must add to her womanliness, love and to love, good cheer and to good cheer, tact, and the greatest of these is tact. A little tact will save many a hurt and many a wound. A little tact will sometimes start a song in a heavy heart. I have heard the song. Common sense and a stoical pride covered over the hurt that the loose little mortal dealt me, but there was the heaviness that must be borne alone, and it went into me on a long, hard trip. But the merry-hearted man and his gentle wife were also. They went because it pleased me to go, and I could not go alone. I tried to thank them and the merry-hearted man looked nearer now than I ever saw him when he said: "But don't you think we have a right to go if we can? You invited us, you know, and you have no idea how we enjoy it." Then something thrilled among the chords of my heart and I'll vow they played a happy little tune. It is my experience that just as around a house we find it highest to have some unimportant looking tool that comes in handy on many occasions, so we will find that a little tact will come to answer a like purpose in the building and keeping of character. It is my impression that while some of us gaze in the shop windows and long for the ornaments we can not afford to buy, we shall see if we remember that there are always in reach of us the little adornments of disposition which may even be had for the wanting. And it is my impression that none more beautiful upon a lovely woman than tact.—Ada May Cromwell in Woman's National Daily. [549, 110, 772, 1360]
person-name: DR. EDWIN GRANT DEXTER, [1040, 2153, 1206, 2166]
poem-line: The cat has five beautiful kittens, [81, 468, 218, 480]
recipe: Beets in Butter Sauce.—Mix two tablespoons of vinegar, a teaspoon of finely minced parsley, a saltspoon of salt and a dash of pepper. Heat, add one cup of boiled beets cut in small dice, and serve hot. [1246, 1619, 1475, 1670]
article-body: Roosevelt as commissioner of education for Porto Rico, was born at Calais, Me., July 21, 1868. For the past seven years Dr. Dexter has been a member of the faculty of the school of education at the University of Illinois. Prior to going to the University of Illinois, he was science master at the Colorado Springs high school and a professor in the State Normal School at Greely, Colo. He is a member and secretary of the National Society for the Scientific Study of Education, has been president of the section of the American association for the advancement of science. As commissioner of education for Porto Rico he will have general control of all the public schools of the island and will be a member of the insular cabinet, the governor's private council, and will be chancellor of the University of Porto Rico. [1246, 110, 1475, 328]
top-rule-thin [86, 104, 1570, 105]
poem-line: From your little son, Bertie— [81, 618, 204, 630]
poem-line: to milk—I can milk pretty near. [81, 392, 211, 404]
article-body: Brown Discoloration on Neck.—For the discoloration that comes often from faulty neck dressing rub on an ointment of equal parts of salicylic acid and white vaseline every night for a month. Wash off with soap and water and it will gradually whiten. [784, 1694, 1001, 1771]
article-title: Municipal Ownership in Turin. [815, 1795, 969, 1808]
poem-line: So grandmama says. I eat some! [81, 342, 214, 354]
recipe-body: Grate enough stale bread to fill one cup but do not use any of the crust. Soak the bread twenty minutes in two cups of milk. Meanwhile prepare a chocolate boiler. Melt one square of chocolate in a dish of hot water, add one-third cup of sugar, one-half cup of milk and a salt spoonful of salt. Add to the bread and milk and stir in just two beaten eggs and a teaspoon of vanilla. Bake in a buttered pudding dish from one to three-quarters of an hour. Serve with hard sauce. [1246, 1034, 1475, 1163]
article-body: of Milwaukee celebrated his birthday at Mackinac island July 18. He is 74 years old. The judge retired from the federal bench three years ago, after serving over twenty years in the district and circuit courts. He came to Milwaukee in 1857 and practiced law here until 1888, when President Cleveland appointed him judge. In the year of 1893 he was appointed to the bench of the United States court of appeals for the Seventh circuit. The judge and Mrs. Jenkins will remain at Mackinac for several weeks. [1012, 1044, 1235, 1186]
column-divider [778, 110, 779, 2274]
recipe-title: Tea Rolls. [1254, 1476, 1303, 1489]
article-title: A Letter from the Farm. [81, 201, 200, 214]
item-title: Brown Discoloration on Neck. [792, 1694, 952, 1707]
item-body: For the discoloration that comes often from faulty neck dressing rub on an ointment of equal parts of salicylic acid and white vaseline every night for a month. Wash off with soap and water and it will gradually whiten. [784, 1694, 1001, 1771]
person-name: REAR ADMIRAL WILLIAM TURNBULL BURWELL, U. S. N., [1014, 1469, 1233, 1494]
poem-line: Except that I get awful dirty [89, 581, 205, 593]
article-body: whose position as secretary to King Edward VII. has made his name a familiar one throughout the English-speaking world, was born July 16, 1837. He is the second son of the late Sir W. Knollys, and Elizabeth, daughter of the late Sir J. St. Aubyn. Although Lord Knollys' peerage is a modern one, having been conferred upon him five years ago as a recognition of his long and devoted services as private secretary to the King for more than a quarter of a century, he belongs to a very ancient and distinguished family, which formerly held the earldom of Banbury. Two years ago King Edward gave another illustration of his regard for Lord Knollys by appointing the latter's young son to the king's personal staff. The two of them look alike. He receives the salary of $1,500 a year and has little or no personal fund. [1012, 579, 1235, 798]
article-body: Washing fluids are tabooed in most households because even if harmless when used in moderation they are usually taken in too lavish measurement. There are also several kinds of powders sold which have ammonia or other homemade washing fluids. But one who is a fine laundress as well as housekeeper in general has given me the secret of her white linen. She makes a fluid from the following ingredients: Two ounces of carbonate of ammonia, one ounce of salts of tartar, one-half pound of borax and a one-pound can of potash. Dissolve these in four quarts of cold water and take it outdoors, because the fumes of the chemicals will be unpleasant if not dangerous. Allow one cup of the fluid to ten gallons of cold water and add two-thirds bars of laundry soap shaved fine. Put the table linen into this cold solution, bring to the boiling point and let boil two minutes. Take the linen out and the next clothes that are put in should be in cold water before dropping them into the suds, which is now hot. Bring to the boiling point and let boil five minutes. Rinse the clothes thoroughly in two or three waters and they will be very white. [784, 639, 1001, 948]
recipe: Baked Chocolate Pudding.—Grate enough stale bread to fill one cup but do not use any of the crust. Soak the bread twenty minutes in two cups of milk. Meanwhile prepare a chocolate boiler. Melt one square of chocolate in a dish of hot water, add one-third cup of sugar, one-half cup of milk and a salt spoonful of salt. Add to the bread and milk and stir in just two beaten eggs and a teaspoon of vanilla. Bake in a buttered pudding dish from one to three-quarters of an hour. Serve with hard sauce. [1246, 1034, 1475, 1163]
poem-line: Love to all [89, 606, 134, 618]
recipe: Caper Sauce.—Melt a rounding tablespoon of butter, add the same of flour, and when it begins to bubble add one cup of broth from the steamer. Cook five minutes, and add one rounding tablespoon more of butter and one-quarter cup of capers. [1246, 459, 1475, 524]
poem [81, 216, 304, 644]
recipe-body: Wash a leg of mutton and trim off all the rough pieces. Put into tightly covered steamer and cook until tender. Steam the leg of mutton four hours; it should be allowed for steaming than for boiling. When the meat is tender lay it in a pan, dredge lightly with flour and salt and set in the oven to brown. Serve with caper sauce and currant jelly. [1246, 590, 1475, 693]
poem [1012, 130, 1235, 230]
top-rule [86, 97, 1570, 102]
person-name: LORD KNOLLYS, [1075, 564, 1172, 577]
